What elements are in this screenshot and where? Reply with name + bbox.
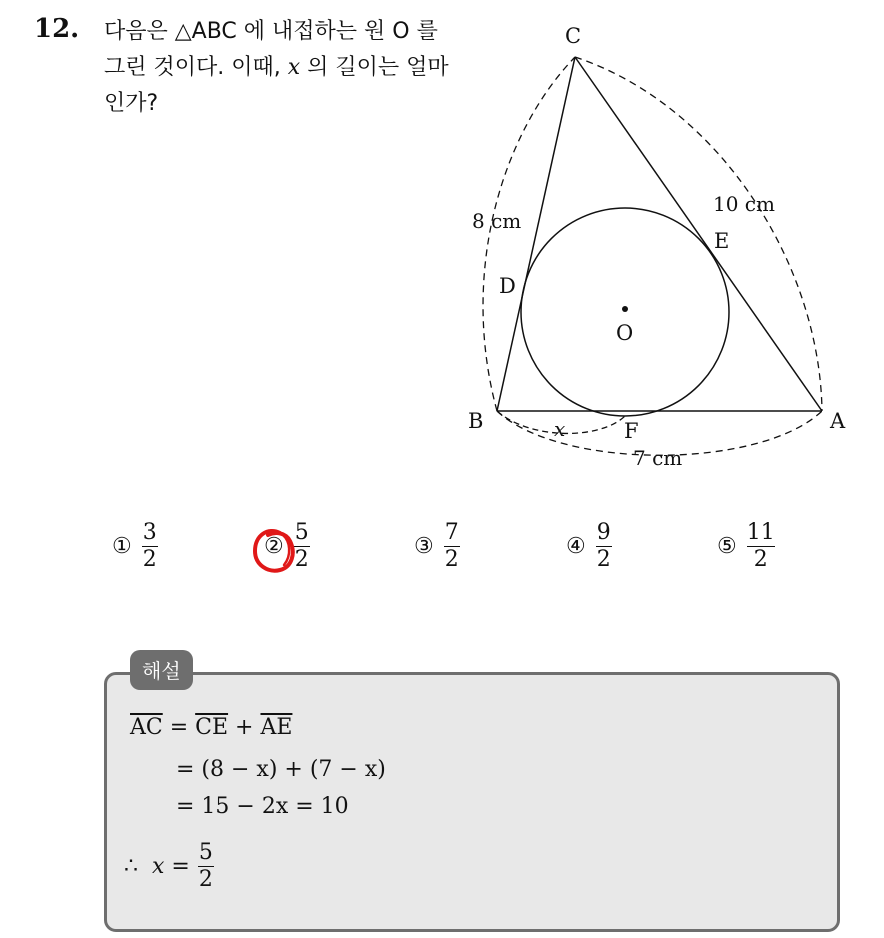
selected-answer-mark-icon [250,525,298,577]
question-text-part1: 다음은 △ABC 에 내접하는 원 O 를 그린 것이다. 이때, [104,19,438,80]
choice-5-number: ⑤ [717,534,737,559]
choice-1-number: ① [112,534,132,559]
choice-1-denominator: 2 [142,547,157,572]
label-side-ab: 7 cm [633,446,683,470]
choice-3-number: ③ [414,534,434,559]
choice-3[interactable] [414,520,460,573]
solution-line-4 [124,840,214,893]
segment-ae: $\overline{AE}$ [260,715,293,740]
question-text [104,14,449,122]
solution-denominator: 2 [198,867,213,892]
choice-2-denominator: 2 [294,547,309,572]
choice-3-numerator: 7 [444,520,459,545]
solution-tag: 해설 [130,650,193,690]
segment-ce: $\overline{CE}$ [195,715,229,740]
label-c: C [565,24,582,48]
choice-4[interactable] [566,520,612,573]
choice-1[interactable] [112,520,158,573]
choice-2-numerator: 5 [294,520,309,545]
label-x: x [554,417,566,441]
solution-fraction [198,840,214,893]
side-bc [497,57,575,411]
center-point [622,306,628,312]
choice-4-fraction [596,520,612,573]
choice-5-numerator: 11 [746,520,775,545]
triangle-diagram [440,15,860,475]
question-variable: x [287,55,301,80]
choice-5[interactable] [717,520,775,573]
choice-2-number: ② [264,534,284,559]
question-number: 12. [34,14,80,44]
label-f: F [624,419,639,443]
label-side-ac: 10 cm [713,192,775,216]
choice-1-fraction [142,520,158,573]
equals-sign: = [162,715,196,740]
solution-lhs: x = [152,853,190,879]
side-ca [575,57,822,411]
choice-4-numerator: 9 [596,520,611,545]
label-a: A [830,409,846,433]
choice-5-denominator: 2 [753,547,768,572]
answer-choices [0,520,884,590]
label-side-bc: 8 cm [472,209,522,233]
choice-3-fraction [444,520,460,573]
choice-4-denominator: 2 [596,547,611,572]
label-e: E [714,229,730,253]
choice-3-denominator: 2 [444,547,459,572]
label-b: B [468,409,484,433]
solution-line-1 [130,713,292,743]
choice-4-number: ④ [566,534,586,559]
therefore-symbol: ∴ [124,853,138,879]
solution-line-3: = 15 − 2x = 10 [176,794,349,819]
arc-bc [483,57,575,411]
solution-line-2: = (8 − x) + (7 − x) [176,757,386,782]
choice-5-fraction [747,520,775,573]
segment-ac: $\overline{AC}$ [130,715,163,740]
question-text-part2: 의 길이는 얼마인가? [104,55,449,116]
label-d: D [499,274,516,298]
solution-numerator: 5 [198,840,213,865]
label-o: O [616,321,634,345]
plus-sign: + [228,715,261,740]
choice-1-numerator: 3 [142,520,157,545]
